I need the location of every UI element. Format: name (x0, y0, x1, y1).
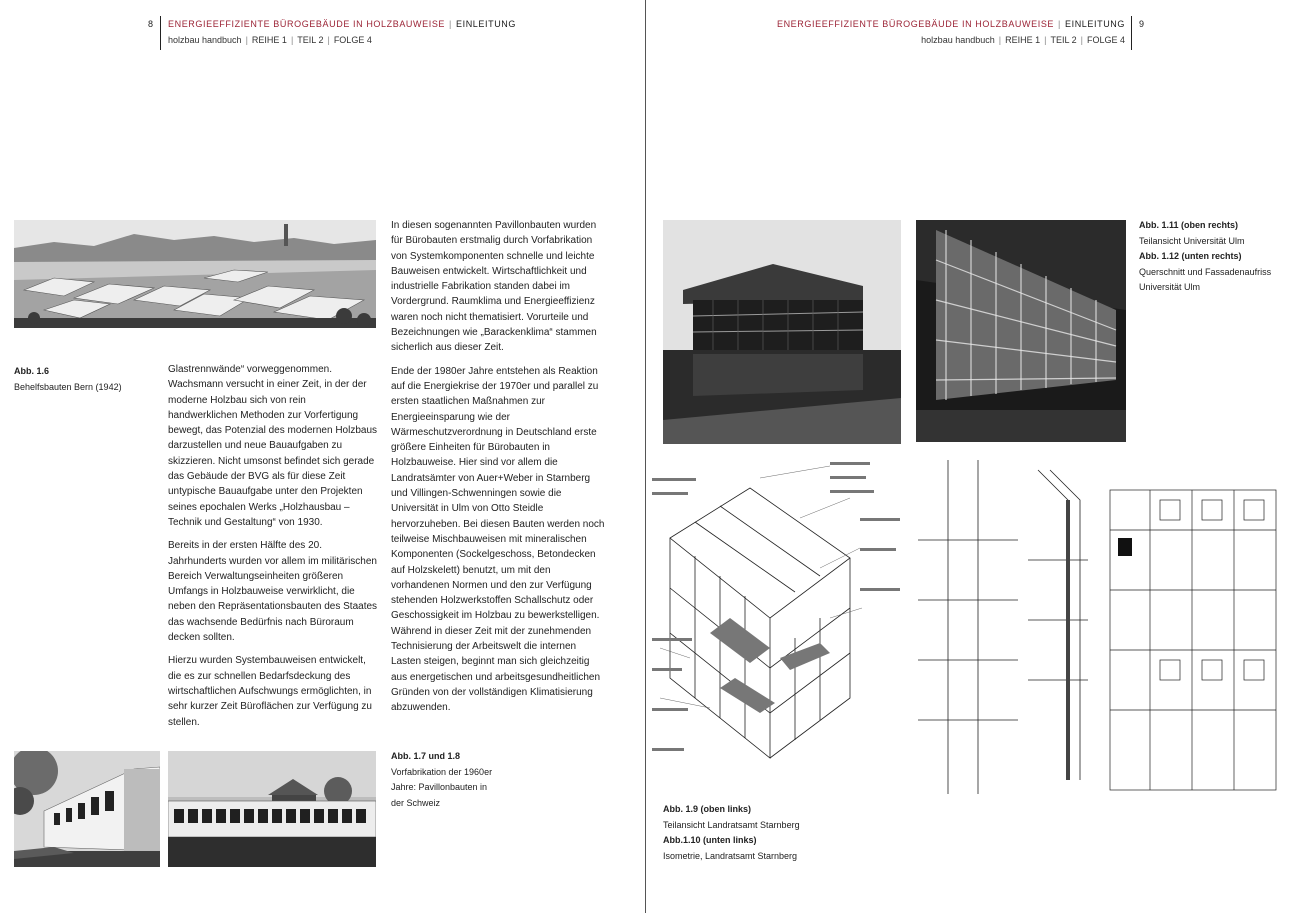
body-column-2 (391, 218, 605, 724)
photo-landratsamt-starnberg (663, 220, 901, 444)
caption-fig-1-9-1-10: Abb. 1.9 (oben links) Teilansicht Landratsamt Starnberg Abb.1.10 (unten links) Isometrie, Landratsamt Starnberg (663, 804, 800, 861)
body-column-1 (168, 362, 378, 738)
drawing-querschnitt-fassade-ulm (918, 460, 1280, 794)
paragraph: Glastrennwände“ vorweggenommen. Wachsmann versucht in einer Zeit, in der der moderne Holzbau sich von rein handwerklichen Methoden zur Vorfertigung bewegt, das Potenzial des modernen Holzbaus darzustellen und neue Bauaufgaben zu skizzieren. Nicht umsonst befindet sich gerade das Gebäude der BVG als für diese Zeit untypische Bauaufgabe unter den Projekten seines epochalen Werks „Holzhausbau – Technik und Gestaltung“ von 1930. (168, 364, 378, 528)
header-rule (1131, 16, 1132, 50)
paragraph: Hierzu wurden Systembauweisen entwickelt, die es zur schnellen Bedarfsdeckung des wirtschaftlichen Aufschwungs ermöglichten, in sehr kurzer Zeit Büroflächen zur Verfügung zu stellen. (168, 655, 372, 728)
photo-pavillonbau-1 (14, 751, 160, 867)
right-page (646, 0, 1295, 913)
paragraph: Ende der 1980er Jahre entstehen als Reaktion auf die Energiekrise der 1970er und parallel zu ersten staatlichen Maßnahmen zur Energieeinsparung wie der Wärmeschutzverordnung in Deutschland erste größere Einheiten für Bürobauten in Holzbauweise. Hier sind vor allem die Landratsämter von Auer+Weber in Starnberg und Villingen-Schwenningen sowie die Universität in Ulm von Otto Steidle hervorzuheben. Bei diesen Bauten werden noch teilweise Mischbauweisen mit mineralischen Komponenten (Sockelgeschoss, Betondecken auf Holzskelett) benutzt, um mit den vorhandenen Normen und den zur Verfügung stehenden Holzwerkstoffen Schallschutz oder Geschossigkeit im Holzbau zu bewerkstelligen. Während in dieser Zeit mit der zunehmenden Technisierung der Arbeitswelt die internen Lasten steigen, beginnt man sich gleichzeitig aus energetischen und arbeitsgesundheitlichen Gründen von der vollständigen Klimatisierung abzuwenden. (391, 365, 605, 714)
header-book-title: ENERGIEEFFIZIENTE BÜROGEBÄUDE IN HOLZBAUWEISE (776, 19, 1055, 29)
running-header-title: ENERGIEEFFIZIENTE BÜROGEBÄUDE IN HOLZBAUWEISE | EINLEITUNG (776, 19, 1125, 29)
running-header-series: holzbau handbuch | REIHE 1 | TEIL 2 | FOLGE 4 (921, 35, 1125, 45)
paragraph: Bereits in der ersten Hälfte des 20. Jahrhunderts wurden vor allem im militärischen Bereich Verwaltungseinheiten größeren Umfangs in Holzbauweise verwirklicht, die neben den Repräsentationsbauten des Staates das wachsende Bedürfnis nach Büroraum decken sollten. (168, 540, 378, 644)
photo-behelfsbauten-bern (14, 220, 376, 328)
drawing-isometrie-starnberg (650, 458, 908, 788)
photo-pavillonbau-2 (168, 751, 376, 867)
header-section: EINLEITUNG (456, 19, 517, 29)
caption-fig-1-11-1-12: Abb. 1.11 (oben rechts) Teilansicht Universität Ulm Abb. 1.12 (unten rechts) Querschnitt und Fassadenaufriss Universität Ulm (1139, 220, 1272, 292)
running-header-title: ENERGIEEFFIZIENTE BÜROGEBÄUDE IN HOLZBAUWEISE | EINLEITUNG (168, 19, 517, 29)
header-section: EINLEITUNG (1064, 19, 1125, 29)
caption-fig-1-7-1-8: Abb. 1.7 und 1.8 Vorfabrikation der 1960er Jahre: Pavillonbauten in der Schweiz (391, 751, 493, 808)
header-book-title: ENERGIEEFFIZIENTE BÜROGEBÄUDE IN HOLZBAUWEISE (168, 19, 446, 29)
caption-fig-1-6: Abb. 1.6 Behelfsbauten Bern (1942) (14, 366, 122, 392)
running-header-series: holzbau handbuch | REIHE 1 | TEIL 2 | FOLGE 4 (168, 35, 372, 45)
page-number: 8 (148, 19, 154, 29)
page-number: 9 (1139, 19, 1145, 29)
photo-universitaet-ulm (916, 220, 1126, 442)
paragraph: In diesen sogenannten Pavillonbauten wurden für Bürobauten erstmalig durch Vorfabrikation von Systemkomponenten schnelle und leichte Bauweisen entwickelt. Wirtschaftlichkeit und industrielle Fabrikation standen dabei im Vordergrund. Raumklima und Energieeffizienz waren noch nicht thematisiert. Vorurteile und Bezeichnungen wie „Barackenklima“ stammen sicherlich aus dieser Zeit. (391, 220, 597, 354)
header-rule (160, 16, 161, 50)
left-page (0, 0, 645, 913)
